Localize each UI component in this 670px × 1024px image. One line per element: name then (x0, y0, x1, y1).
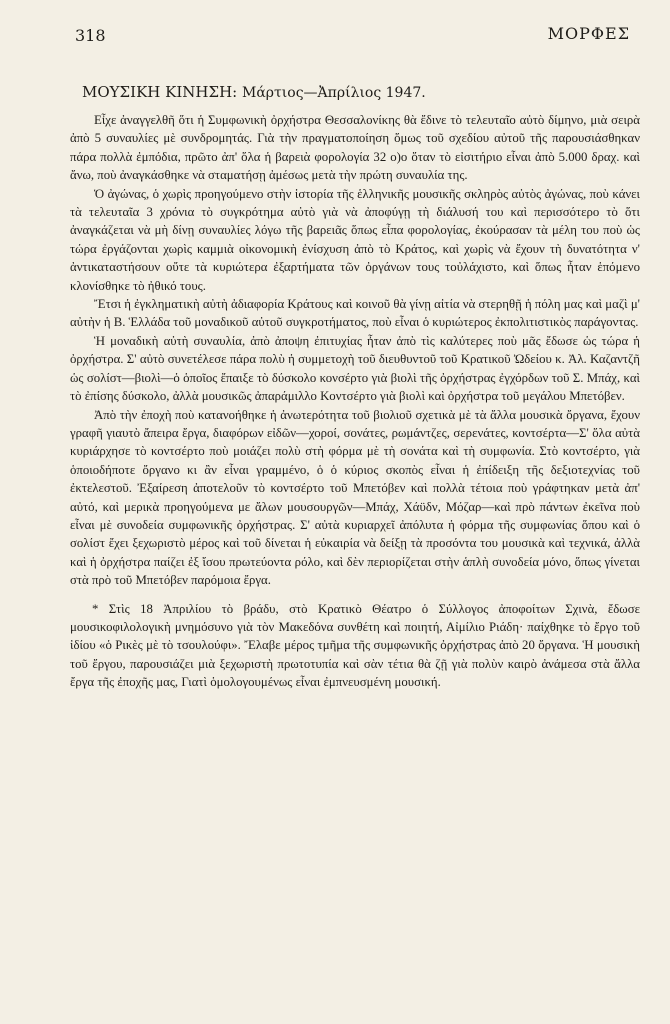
article-body (70, 82, 640, 692)
paragraph: Ἀπὸ τὴν ἐποχὴ ποὺ κατανοήθηκε ἡ ἀνωτερότητα τοῦ βιολιοῦ σχετικὰ μὲ τὰ ἄλλα μουσικὰ ὄργανα, ἔχουν γραφῆ γιαυτὸ ἄπειρα ἔργα, διαφόρων εἰδῶν—χοροί, σονάτες, ρωμάντζες, σερενάτες, κοντσέρτα—Σ' ὅλα αὐτὰ κυριάρχησε τὸ κοντσέρτο ποὺ μοιάζει πολὺ στὴ φόρμα μὲ τὴ σονάτα καὶ τὴ συμφωνία. Στὸ κοντσέρτο, γιὰ ὁποιοδήποτε ὄργανο κι ἂν εἶναι γραμμένο, ὁ ὁ κύριος σκοπὸς εἶναι ἡ ἐπίδειξη τῆς δεξιοτεχνίας τοῦ ἐκτελεστοῦ. Ἐξαίρεση ἀποτελοῦν τὸ κοντσέρτο τοῦ Μπετόβεν καὶ πολλὰ τέτοια ποὺ γράφτηκαν μετὰ ἀπ' αὐτό, καὶ μερικὰ προηγούμενα με ἄλων μουσουργῶν—Μπάχ, Χάϋδν, Μόζαρ—καὶ πρὸ πάντων ἐκεῖνα ποὺ εἶναι μὲ συνοδεία συμφωνικῆς ὀρχήστρας. Σ' αὐτὰ κυριαρχεῖ ἀπόλυτα ἡ φόρμα τῆς συμφωνίας ὅπου καὶ ὁ σολίστ ἔχει ξεχωριστὸ μέρος καὶ τοῦ δίνεται ἡ εὐκαιρία νὰ δείξῃ τὰ προσόντα του μουσικὰ καὶ τεχνικά, ἀλλὰ καὶ ἡ ὀρχήστρα παίζει ἐξ ἴσου πρωτεύοντα ρόλο, καὶ δὲν περιορίζεται στὴν ἁπλὴ συνοδεία μόνο, ὅπως γίνεται στὰ πρὸ τοῦ Μπετόβεν παρόμοια ἔργα. (70, 407, 640, 588)
footnote: * Στὶς 18 Ἀπριλίου τὸ βράδυ, στὸ Κρατικὸ Θέατρο ὁ Σύλλογος ἀποφοίτων Σχινὰ, ἔδωσε μουσικοφιλολογικὴ μνημόσυνο γιὰ τὸν Μακεδόνα συνθέτη καὶ ποιητή, Αἰμίλιο Ριάδη· παίχθηκε τὸ ἔργο τοῦ ἰδίου «ὁ Ρικὲς μὲ τὸ τσουλούφι». Ἔλαβε μέρος τμῆμα τῆς συμφωνικῆς ὀρχήστρας ἀπὸ 20 ὄργανα. Ἡ μουσικὴ τοῦ ἔργου, παρουσιάζει μιὰ ξεχωριστὴ πρωτοτυπία καὶ σὰν τέτια θὰ ζῇ γιὰ πολὺν καιρὸ ἀνάμεσα στὰ ἄλλα ἔργα τῆς ἐποχῆς μας, Γιατὶ ὁμολογουμένως εἶναι ἐμπνευσμένη μουσική. (70, 601, 640, 690)
page-number: 318 (75, 26, 106, 45)
section-title: ΜΟΥΣΙΚΗ ΚΙΝΗΣΗ: (82, 83, 238, 101)
page-header (75, 26, 630, 50)
paragraph: Ὁ ἀγώνας, ὁ χωρὶς προηγούμενο στὴν ἱστορία τῆς ἑλληνικῆς μουσικῆς σκληρὸς αὐτὸς ἀγώνας, ποὺ κάνει τὰ τελευταῖα 3 χρόνια τὸ συγκρότημα αὐτὸ γιὰ νὰ ἀποφύγῃ τὴ διάλυσή του καὶ περισσότερο τὸ ὅτι ἀναγκάζεται νὰ μὴ δίνῃ συναυλίες λόγω τῆς βαρειᾶς ὅπως εἶπα φορολογίας, ἐκούρασαν τὰ μέλη του ποὺ ὡς τώρα ἐργάζονται χωρὶς καμμιὰ οἰκονομικὴ ἐνίσχυση ἀπὸ τὸ Κράτος, καὶ χωρὶς νὰ ἔχουν τὴ δυνατότητα ν' ἀντικαταστήσουν οὔτε τὰ κυριώτερα ἐξαρτήματα τῶν ὀργάνων τους τοὐλάχιστο, καὶ ὅπως ἦταν ἑπόμενο κλονίσθηκε τὸ ἠθικό τους. (70, 186, 640, 293)
paragraph: Εἶχε ἀναγγελθῆ ὅτι ἡ Συμφωνικὴ ὀρχήστρα Θεσσαλονίκης θὰ ἔδινε τὸ τελευταῖο αὐτὸ δίμηνο, μιὰ σειρὰ ἀπὸ 5 συναυλίες μὲ συνδρομητάς. Γιὰ τὴν πραγματοποίηση ὅμως τοῦ σχεδίου αὐτοῦ τῆς παρουσιάσθηκαν πάρα πολλὰ ἐμπόδια, πρῶτο ἀπ' ὅλα ἡ βαρειὰ φορολογία 32 ο)ο ὅταν τὸ εἰσιτήριο εἶναι ἀπὸ 5.000 δραχ. καὶ ἄνω, ποὺ ἀναγκάσθηκε νὰ σταματήσῃ ἀμέσως μετὰ τὴν πρώτη συναυλία της. (70, 113, 640, 183)
section-dates: Μάρτιος—Ἀπρίλιος 1947. (242, 85, 426, 101)
section-heading (82, 82, 640, 103)
running-head: ΜΟΡΦΕΣ (547, 24, 630, 43)
paragraph: Ἔτσι ἡ ἐγκληματικὴ αὐτὴ ἀδιαφορία Κράτους καὶ κοινοῦ θὰ γίνῃ αἰτία νὰ στερηθῇ ἡ πόλη μας καὶ μαζὶ μ' αὐτὴν ἡ Β. Ἑλλάδα τοῦ μοναδικοῦ αὐτοῦ συγκροτήματος, ποὺ εἶναι ὁ κυριώτερος ἐκπολιτιστικὸς παράγοντας. (70, 297, 640, 330)
paragraph: Ἡ μοναδικὴ αὐτὴ συναυλία, ἀπὸ ἀποψη ἐπιτυχίας ἦταν ἀπὸ τὶς καλύτερες ποὺ μᾶς ἔδωσε ὡς τώρα ἡ ὀρχήστρα. Σ' αὐτὸ συνετέλεσε πάρα πολὺ ἡ συμμετοχὴ τοῦ διευθυντοῦ τοῦ Κρατικοῦ Ὠδείου κ. Ἀλ. Καζαντζῆ ὡς σολίστ—βιολὶ—ὁ ὁποῖος ἔπαιξε τὸ δύσκολο κονσέρτο γιὰ βιολὶ τῆς ὀρχήστρας ἐγχόρδων τοῦ Σ. Μπάχ, καὶ τὸ ἐπίσης δύσκολο, ἀλλὰ μουσικῶς ἀπαράμιλλο Κοντσέρτο γιὰ βιολὶ καὶ ὀρχήστρα τοῦ μεγάλου Μπετόβεν. (70, 333, 640, 404)
